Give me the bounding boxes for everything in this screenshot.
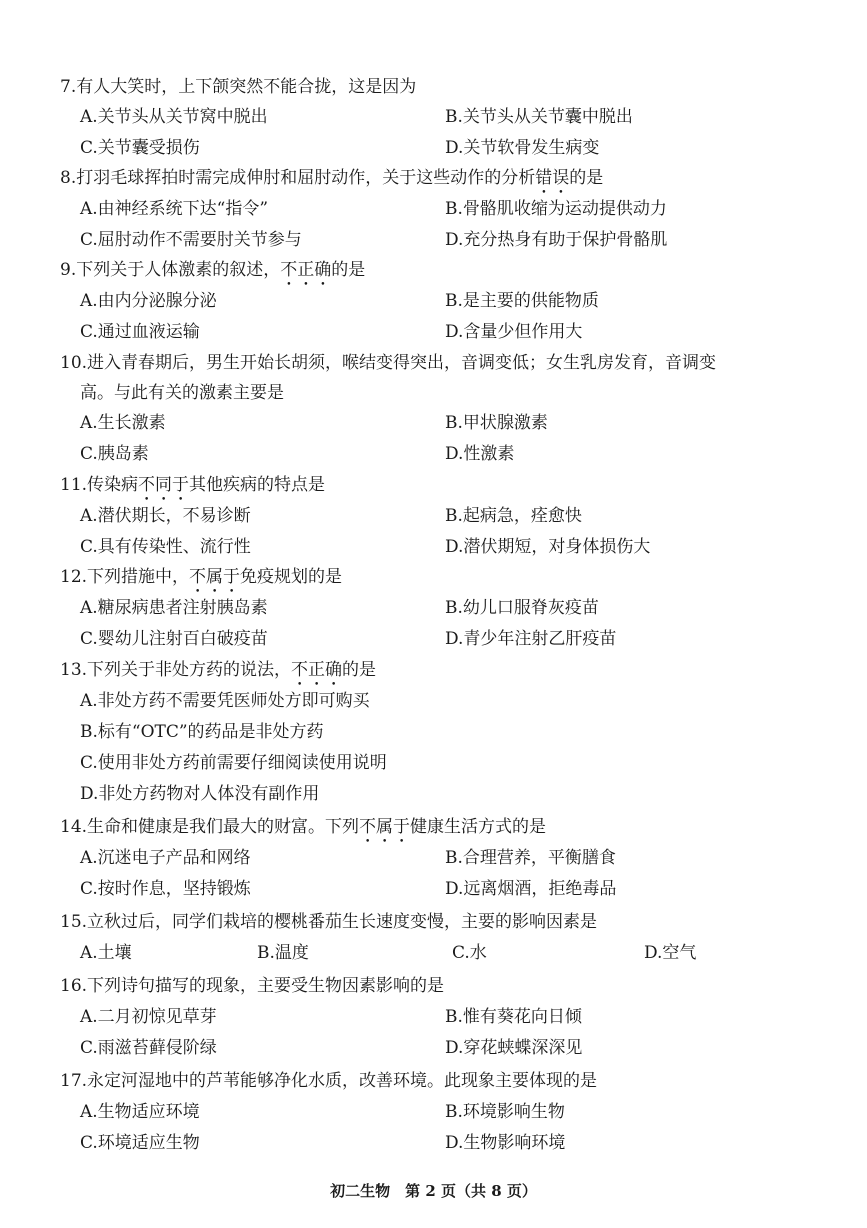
question-8-option-d: D.充分热身有助于保护骨骼肌: [445, 230, 668, 250]
question-16-option-b: B.惟有葵花向日倾: [445, 1007, 582, 1027]
stem-text: 8.打羽毛球挥拍时需完成伸肘和屈肘动作，关于这些动作的分析: [60, 168, 536, 188]
stem-text: 13.下列关于非处方药的说法，: [60, 660, 292, 680]
question-16-option-d: D.穿花蛱蝶深深见: [445, 1038, 583, 1058]
question-15-option-c: C.水: [452, 943, 487, 963]
stem-text: 11.传染病: [60, 475, 139, 495]
question-17-option-c: C.环境适应生物: [80, 1133, 200, 1153]
question-9-option-d: D.含量少但作用大: [445, 322, 583, 342]
stem-text: 14.生命和健康是我们最大的财富。下列: [60, 817, 360, 837]
question-8-option-c: C.屈肘动作不需要肘关节参与: [80, 230, 302, 250]
question-16-option-a: A.二月初惊见草芽: [80, 1007, 217, 1027]
stem-emphasis: 不正确: [280, 260, 332, 280]
question-11-option-c: C.具有传染性、流行性: [80, 537, 251, 557]
question-8-stem: [60, 168, 603, 198]
question-14-option-a: A.沉迷电子产品和网络: [80, 848, 251, 868]
question-8-option-a: A.由神经系统下达“指令”: [80, 199, 269, 219]
question-13-option-c: C.使用非处方药前需要仔细阅读使用说明: [80, 753, 387, 773]
question-13-stem: [60, 660, 376, 690]
question-7-option-a: A.关节头从关节窝中脱出: [80, 107, 268, 127]
stem-text: 的是: [569, 168, 604, 188]
question-9-option-a: A.由内分泌腺分泌: [80, 291, 217, 311]
question-7-option-b: B.关节头从关节囊中脱出: [445, 107, 633, 127]
question-17-option-d: D.生物影响环境: [445, 1133, 566, 1153]
question-13-option-d: D.非处方药物对人体没有副作用: [80, 784, 320, 804]
question-15-option-a: A.土壤: [80, 943, 132, 963]
stem-emphasis: 错误: [535, 168, 570, 188]
question-16-stem: 16.下列诗句描写的现象，主要受生物因素影响的是: [60, 976, 445, 996]
stem-text: 免疫规划的是: [240, 567, 343, 587]
question-7-option-d: D.关节软骨发生病变: [445, 138, 600, 158]
question-13-option-a: A.非处方药不需要凭医师处方即可购买: [80, 691, 370, 711]
stem-emphasis: 不同于: [138, 475, 190, 495]
stem-text: 的是: [331, 260, 366, 280]
question-15-stem: 15.立秋过后，同学们栽培的樱桃番茄生长速度变慢，主要的影响因素是: [60, 912, 598, 932]
page-footer: 初二生物 第 2 页（共 8 页）: [330, 1182, 537, 1200]
stem-emphasis: 不正确: [291, 660, 343, 680]
question-17-option-a: A.生物适应环境: [80, 1102, 200, 1122]
question-12-option-b: B.幼儿口服脊灰疫苗: [445, 598, 599, 618]
question-12-option-c: C.婴幼儿注射百白破疫苗: [80, 629, 268, 649]
question-14-option-c: C.按时作息，坚持锻炼: [80, 879, 251, 899]
stem-text: 12.下列措施中，: [60, 567, 190, 587]
question-12-option-d: D.青少年注射乙肝疫苗: [445, 629, 617, 649]
stem-text: 健康生活方式的是: [410, 817, 547, 837]
stem-emphasis: 不属于: [359, 817, 411, 837]
question-10-option-a: A.生长激素: [80, 413, 166, 433]
question-12-option-a: A.糖尿病患者注射胰岛素: [80, 598, 268, 618]
question-10-stem-line2: 高。与此有关的激素主要是: [80, 383, 284, 403]
question-14-option-d: D.远离烟酒，拒绝毒品: [445, 879, 617, 899]
question-9-stem: [60, 260, 365, 290]
question-10-option-c: C.胰岛素: [80, 444, 149, 464]
question-9-option-b: B.是主要的供能物质: [445, 291, 599, 311]
question-7-stem: 7.有人大笑时，上下颌突然不能合拢，这是因为: [60, 77, 417, 97]
question-15-option-d: D.空气: [644, 943, 697, 963]
question-10-option-b: B.甲状腺激素: [445, 413, 548, 433]
question-11-option-a: A.潜伏期长，不易诊断: [80, 506, 251, 526]
question-15-option-b: B.温度: [257, 943, 309, 963]
question-9-option-c: C.通过血液运输: [80, 322, 200, 342]
question-10-option-d: D.性激素: [445, 444, 515, 464]
stem-text: 其他疾病的特点是: [189, 475, 326, 495]
stem-text: 的是: [342, 660, 377, 680]
question-12-stem: [60, 567, 342, 597]
question-8-option-b: B.骨骼肌收缩为运动提供动力: [445, 199, 667, 219]
question-11-stem: [60, 475, 325, 505]
stem-emphasis: 不属于: [189, 567, 241, 587]
question-14-option-b: B.合理营养，平衡膳食: [445, 848, 616, 868]
question-11-option-b: B.起病急，痊愈快: [445, 506, 582, 526]
question-10-stem-line1: 10.进入青春期后，男生开始长胡须，喉结变得突出，音调变低；女生乳房发育，音调变: [60, 353, 717, 373]
question-17-option-b: B.环境影响生物: [445, 1102, 565, 1122]
question-7-option-c: C.关节囊受损伤: [80, 138, 200, 158]
question-14-stem: [60, 817, 546, 847]
question-17-stem: 17.永定河湿地中的芦苇能够净化水质，改善环境。此现象主要体现的是: [60, 1071, 598, 1091]
stem-text: 9.下列关于人体激素的叙述，: [60, 260, 281, 280]
question-16-option-c: C.雨滋苔藓侵阶绿: [80, 1038, 217, 1058]
question-13-option-b: B.标有“OTC”的药品是非处方药: [80, 722, 324, 742]
question-11-option-d: D.潜伏期短，对身体损伤大: [445, 537, 651, 557]
